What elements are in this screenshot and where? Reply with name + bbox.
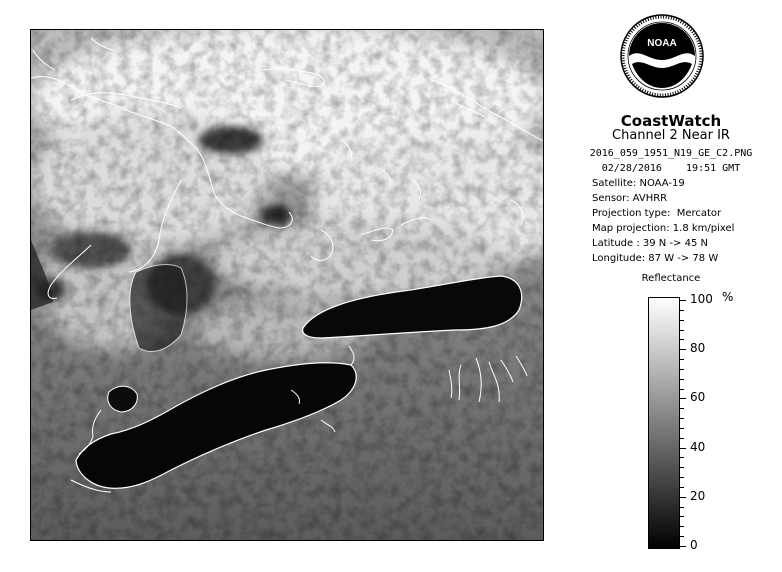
colorbar-tick-label: 0 [690, 538, 698, 552]
colorbar-tick-label: 80 [690, 341, 706, 356]
colorbar-tick-label: 40 [690, 439, 706, 454]
longitude-text: Longitude: 87 W -> 78 W [592, 253, 719, 264]
colorbar-tick-mark [680, 477, 684, 478]
colorbar-tick-mark [680, 428, 684, 429]
colorbar-tick-mark [680, 497, 686, 498]
colorbar-tick-mark [680, 330, 684, 331]
colorbar-tick-mark [680, 448, 686, 449]
colorbar-tick-mark [680, 487, 684, 488]
colorbar-tick-mark [680, 546, 686, 547]
svg-text:NOAA: NOAA [647, 38, 677, 49]
noaa-logo [620, 14, 704, 98]
legend-title: Reflectance [641, 273, 701, 284]
satellite-map-svg [31, 30, 544, 541]
filename-text: 2016_059_1951_N19_GE_C2.PNG [589, 148, 753, 159]
channel-title: Channel 2 Near IR [612, 128, 730, 143]
colorbar-tick-mark [680, 418, 684, 419]
projection-type-text: Projection type: Mercator [592, 208, 722, 219]
latitude-text: Latitude : 39 N -> 45 N [592, 238, 708, 249]
colorbar-tick-mark [680, 467, 684, 468]
colorbar-unit: % [722, 290, 734, 304]
colorbar-tick-mark [680, 389, 684, 390]
colorbar-tick-mark [680, 457, 684, 458]
colorbar-tick-mark [680, 408, 684, 409]
colorbar-tick-mark [680, 300, 686, 301]
satellite-image [30, 29, 544, 541]
colorbar-tick-label: 60 [690, 390, 706, 405]
colorbar-tick-mark [680, 526, 684, 527]
colorbar-tick-mark [680, 516, 684, 517]
colorbar-tick-mark [680, 369, 684, 370]
colorbar-tick-label: 20 [690, 488, 706, 503]
colorbar-tick-mark [680, 379, 684, 380]
satellite-text: Satellite: NOAA-19 [592, 178, 685, 189]
colorbar-tick-label: 100 [690, 292, 713, 306]
reflectance-colorbar [648, 297, 680, 549]
colorbar-tick-mark [680, 536, 684, 537]
colorbar-tick-mark [680, 310, 684, 311]
info-sidebar [560, 0, 782, 572]
colorbar-tick-mark [680, 359, 684, 360]
colorbar-tick-mark [680, 349, 686, 350]
colorbar-tick-mark [680, 339, 684, 340]
sensor-text: Sensor: AVHRR [592, 193, 668, 204]
colorbar-tick-mark [680, 398, 686, 399]
lake-huron [130, 265, 187, 352]
map-projection-text: Map projection: 1.8 km/pixel [592, 223, 735, 234]
colorbar-tick-mark [680, 507, 684, 508]
datetime-text: 02/28/2016 19:51 GMT [601, 163, 741, 174]
colorbar-tick-mark [680, 320, 684, 321]
colorbar-tick-mark [680, 438, 684, 439]
brand-title: CoastWatch [620, 112, 722, 130]
